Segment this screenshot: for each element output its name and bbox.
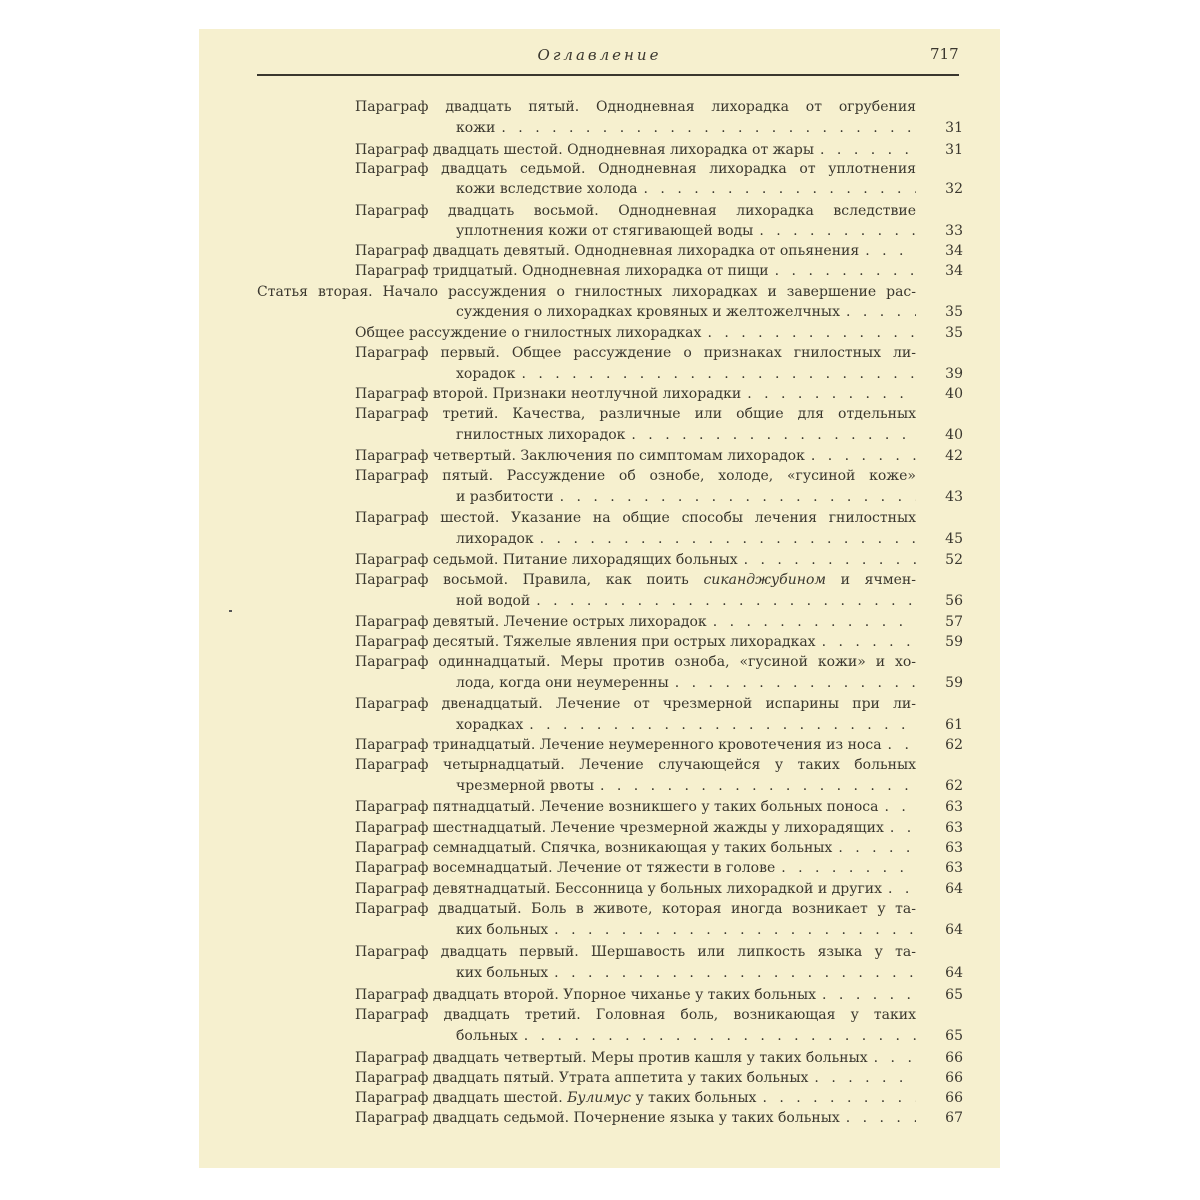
toc-entry-line — [456, 118, 916, 138]
toc-entry-line — [456, 591, 916, 611]
leader-dots — [701, 323, 916, 343]
toc-entry-line — [456, 487, 916, 507]
leader-dots — [805, 446, 916, 466]
toc-page-number: 64 — [945, 965, 963, 981]
toc-entry-text: Параграф двадцать третий. Головная боль, возникающая у таких — [355, 1007, 916, 1023]
toc-entry-text: хорадок — [456, 366, 516, 382]
toc-entry-text: Параграф восемнадцатый. Лечение от тяжести в голове — [355, 860, 776, 876]
leader-dots — [515, 364, 916, 384]
toc-page-number: 32 — [945, 181, 963, 197]
leader-dots — [523, 715, 916, 735]
italic-term: сиканджубином — [703, 572, 826, 588]
toc-entry-line — [355, 384, 916, 404]
toc-entry-line — [355, 466, 916, 486]
toc-entry-text: Параграф одиннадцатый. Меры против озноба, «гусиной кожи» и хо- — [355, 654, 916, 670]
toc-page-number: 63 — [945, 820, 963, 836]
toc-entry-text: Параграф двадцать седьмой. Однодневная лихорадка от уплотнения — [355, 161, 916, 177]
toc-page-number: 66 — [945, 1090, 963, 1106]
toc-entry-line — [355, 879, 916, 899]
toc-entry-text: Параграф тринадцатый. Лечение неумеренного кровотечения из носа — [355, 737, 882, 753]
toc-entry-text: чрезмерной рвоты — [456, 778, 594, 794]
toc-page-number: 31 — [945, 142, 963, 158]
toc-entry-text: Параграф шестнадцатый. Лечение чрезмерной жажды у лихорадящих — [355, 820, 884, 836]
leader-dots — [518, 1026, 916, 1046]
toc-entry-text: лода, когда они неумеренны — [456, 675, 669, 691]
toc-entry-line — [355, 241, 916, 261]
toc-page-number: 59 — [945, 675, 963, 691]
toc-entry-line — [355, 550, 916, 570]
toc-entry-text: хорадках — [456, 717, 524, 733]
leader-dots — [756, 1088, 916, 1108]
leader-dots — [548, 963, 916, 983]
toc-entry-text: больных — [456, 1028, 518, 1044]
toc-entry-text: Параграф двадцать второй. Упорное чиханье у таких больных — [355, 987, 817, 1003]
toc-entry-line — [355, 735, 916, 755]
toc-entry-text: Параграф первый. Общее рассуждение о признаках гнилостных ли- — [355, 345, 916, 361]
toc-entry-line — [355, 1005, 916, 1025]
toc-entry-text: Параграф девятый. Лечение острых лихорадок — [355, 614, 707, 630]
toc-entry-line — [456, 673, 916, 693]
toc-entry-text: Параграф четвертый. Заключения по симптомам лихорадок — [355, 448, 805, 464]
leader-dots — [814, 140, 916, 160]
table-of-contents — [199, 29, 1000, 1168]
leader-dots — [625, 425, 916, 445]
toc-entry-text: Параграф семнадцатый. Спячка, возникающая у таких больных — [355, 840, 833, 856]
page-number: 717 — [930, 45, 959, 63]
toc-entry-line — [355, 508, 916, 528]
toc-entry-text: кожи вследствие холода — [456, 181, 638, 197]
italic-term: Булимус — [567, 1090, 632, 1106]
toc-page-number: 62 — [945, 737, 963, 753]
toc-page-number: 33 — [945, 223, 963, 239]
toc-page-number: 40 — [945, 427, 963, 443]
toc-page-number: 34 — [945, 243, 963, 259]
leader-dots — [840, 1108, 916, 1128]
toc-entry-text: ной водой — [456, 593, 531, 609]
leader-dots — [738, 550, 916, 570]
toc-entry-line — [456, 302, 916, 322]
toc-page-number: 45 — [945, 531, 963, 547]
toc-entry-line — [456, 963, 916, 983]
leader-dots — [638, 179, 916, 199]
toc-entry-text: гнилостных лихорадок — [456, 427, 626, 443]
toc-page-number: 65 — [945, 1028, 963, 1044]
toc-entry-text: уплотнения кожи от стягивающей воды — [456, 223, 754, 239]
toc-entry-text: Параграф пятый. Рассуждение об ознобе, холоде, «гусиной коже» — [355, 468, 916, 484]
toc-entry-text: Параграф второй. Признаки неотлучной лихорадки — [355, 386, 742, 402]
leader-dots — [878, 797, 916, 817]
toc-entry-line — [355, 755, 916, 775]
leader-dots — [816, 632, 916, 652]
leader-dots — [741, 384, 916, 404]
toc-page-number: 52 — [945, 552, 963, 568]
toc-entry-text: Параграф четырнадцатый. Лечение случающейся у таких больных — [355, 757, 916, 773]
toc-page-number: 61 — [945, 717, 963, 733]
toc-entry-text: Статья вторая. Начало рассуждения о гнилостных лихорадках и завершение рас- — [257, 284, 916, 300]
toc-entry-line — [355, 159, 916, 179]
leader-dots — [554, 487, 916, 507]
toc-entry-line — [257, 282, 916, 302]
leader-dots — [534, 529, 916, 549]
toc-entry-text: Параграф двадцать девятый. Однодневная лихорадка от опьянения — [355, 243, 860, 259]
leader-dots — [882, 879, 916, 899]
toc-page-number: 64 — [945, 881, 963, 897]
toc-entry-text: Параграф двадцать седьмой. Почернение языка у таких больных — [355, 1110, 840, 1126]
leader-dots — [530, 591, 916, 611]
leader-dots — [495, 118, 916, 138]
toc-entry-line — [355, 612, 916, 632]
leader-dots — [669, 673, 916, 693]
toc-entry-line — [355, 632, 916, 652]
toc-page-number: 56 — [945, 593, 963, 609]
leader-dots — [775, 858, 916, 878]
toc-page-number: 65 — [945, 987, 963, 1003]
toc-page-number: 34 — [945, 263, 963, 279]
toc-entry-text: Параграф двадцать пятый. Однодневная лихорадка от огрубения — [355, 99, 916, 115]
toc-entry-text: Параграф пятнадцатый. Лечение возникшего у таких больных поноса — [355, 799, 879, 815]
toc-entry-line — [355, 404, 916, 424]
toc-entry-line — [355, 201, 916, 221]
toc-page-number: 39 — [945, 366, 963, 382]
leader-dots — [832, 838, 916, 858]
toc-entry-text: Параграф двадцатый. Боль в животе, которая иногда возникает у та- — [355, 901, 916, 917]
toc-entry-text: Параграф десятый. Тяжелые явления при острых лихорадках — [355, 634, 816, 650]
toc-page-number: 66 — [945, 1050, 963, 1066]
toc-entry-text: Параграф двадцать пятый. Утрата аппетита у таких больных — [355, 1070, 809, 1086]
leader-dots — [882, 735, 916, 755]
toc-entry-line — [355, 1088, 916, 1108]
toc-page-number: 40 — [945, 386, 963, 402]
leader-dots — [808, 1068, 916, 1088]
toc-page-number: 31 — [945, 120, 963, 136]
running-title: Оглавление — [537, 46, 662, 64]
toc-entry-line — [355, 323, 916, 343]
toc-page-number: 64 — [945, 922, 963, 938]
toc-entry-line — [456, 425, 916, 445]
leader-dots — [840, 302, 916, 322]
toc-page-number: 67 — [945, 1110, 963, 1126]
book-page — [199, 29, 1000, 1168]
toc-entry-line — [456, 364, 916, 384]
toc-page-number: 66 — [945, 1070, 963, 1086]
toc-entry-line — [355, 694, 916, 714]
leader-dots — [769, 261, 916, 281]
toc-entry-text: ких больных — [456, 922, 549, 938]
toc-entry-line — [355, 797, 916, 817]
toc-page-number: 35 — [945, 304, 963, 320]
toc-entry-line — [355, 97, 916, 117]
toc-entry-text: и разбитости — [456, 489, 554, 505]
leader-dots — [707, 612, 916, 632]
toc-entry-text: Параграф двадцать шестой. Булимус у таких больных — [355, 1090, 757, 1106]
toc-entry-text: Параграф седьмой. Питание лихорадящих больных — [355, 552, 738, 568]
toc-entry-line — [456, 529, 916, 549]
toc-entry-line — [355, 818, 916, 838]
toc-entry-text: Параграф восьмой. Правила, как поить сиканджубином и ячмен- — [355, 572, 916, 588]
toc-entry-text: Параграф девятнадцатый. Бессонница у больных лихорадкой и других — [355, 881, 883, 897]
leader-dots — [753, 221, 916, 241]
toc-entry-line — [355, 1048, 916, 1068]
toc-entry-text: Параграф двадцать восьмой. Однодневная лихорадка вследствие — [355, 203, 916, 219]
toc-entry-text: Параграф двадцать шестой. Однодневная лихорадка от жары — [355, 142, 815, 158]
toc-page-number: 63 — [945, 840, 963, 856]
toc-entry-line — [355, 899, 916, 919]
toc-entry-line — [456, 920, 916, 940]
toc-entry-text: Параграф тридцатый. Однодневная лихорадка от пищи — [355, 263, 769, 279]
leader-dots — [548, 920, 916, 940]
toc-entry-text: Параграф двенадцатый. Лечение от чрезмерной испарины при ли- — [355, 696, 916, 712]
toc-entry-line — [456, 776, 916, 796]
toc-entry-text: Параграф третий. Качества, различные или общие для отдельных — [355, 406, 916, 422]
toc-entry-text: суждения о лихорадках кровяных и желтожелчных — [456, 304, 840, 320]
leader-dots — [884, 818, 916, 838]
toc-page-number: 43 — [945, 489, 963, 505]
toc-entry-line — [355, 140, 916, 160]
toc-entry-line — [355, 446, 916, 466]
toc-entry-line — [355, 1108, 916, 1128]
toc-entry-line — [456, 221, 916, 241]
toc-page-number: 35 — [945, 325, 963, 341]
toc-entry-line — [456, 715, 916, 735]
leader-dots — [868, 1048, 916, 1068]
toc-page-number: 42 — [945, 448, 963, 464]
toc-entry-text: Параграф двадцать первый. Шершавость или липкость языка у та- — [355, 944, 916, 960]
toc-entry-text: Общее рассуждение о гнилостных лихорадках — [355, 325, 702, 341]
toc-entry-line — [355, 343, 916, 363]
toc-entry-line — [355, 858, 916, 878]
toc-page-number: 63 — [945, 860, 963, 876]
leader-dots — [816, 985, 916, 1005]
toc-entry-text: Параграф шестой. Указание на общие способы лечения гнилостных — [355, 510, 916, 526]
toc-entry-line — [355, 261, 916, 281]
leader-dots — [859, 241, 916, 261]
toc-entry-text: ких больных — [456, 965, 549, 981]
toc-entry-text: кожи — [456, 120, 496, 136]
toc-entry-line — [355, 942, 916, 962]
toc-entry-line — [355, 1068, 916, 1088]
toc-entry-line — [456, 1026, 916, 1046]
toc-entry-line — [355, 652, 916, 672]
toc-entry-line — [355, 985, 916, 1005]
toc-entry-line — [355, 838, 916, 858]
toc-page-number: 59 — [945, 634, 963, 650]
leader-dots — [594, 776, 916, 796]
toc-entry-text: лихорадок — [456, 531, 534, 547]
toc-entry-text: Параграф двадцать четвертый. Меры против кашля у таких больных — [355, 1050, 868, 1066]
toc-page-number: 62 — [945, 778, 963, 794]
toc-entry-line — [355, 570, 916, 590]
toc-entry-line — [456, 179, 916, 199]
toc-page-number: 57 — [945, 614, 963, 630]
toc-page-number: 63 — [945, 799, 963, 815]
